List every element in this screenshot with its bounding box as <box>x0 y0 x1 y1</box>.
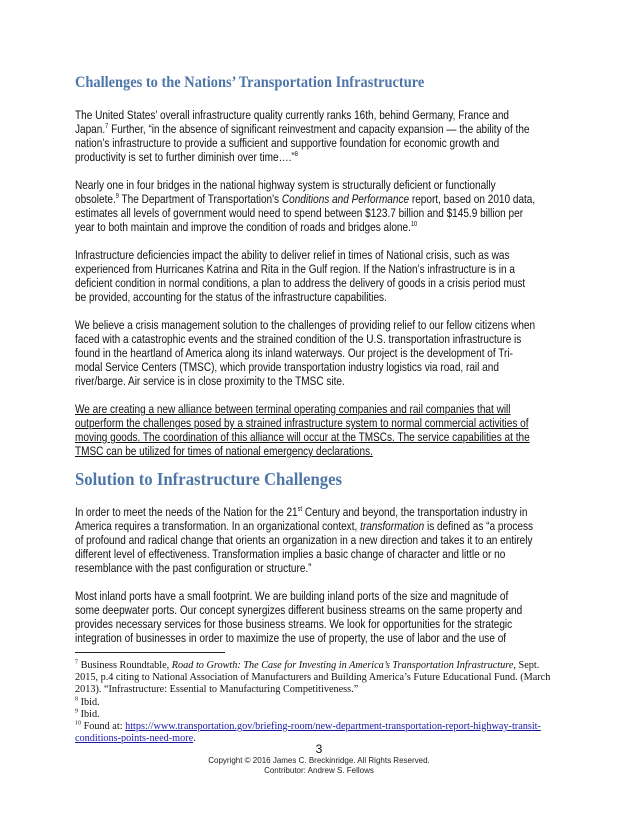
text-run: found in the heartland of America along its inland waterways. Our project is the development of Tri- <box>75 346 513 360</box>
text-line <box>75 374 535 388</box>
text-line <box>75 360 535 374</box>
text-line <box>75 617 533 631</box>
text-run: river/barge. Air service is in close proximity to the TMSC site. <box>75 374 345 388</box>
text-run: moving goods. The coordination of this alliance will occur at the TMSCs. The service capabilities at the <box>75 430 530 444</box>
text-line <box>75 150 535 164</box>
text-line <box>75 332 535 346</box>
footnote-block <box>75 659 586 744</box>
paragraph <box>75 248 638 304</box>
text-line <box>75 444 535 458</box>
text-run: TMSC can be utilized for times of national emergency declarations. <box>75 444 373 458</box>
footnote-ref: 7 <box>75 658 79 666</box>
text-line <box>75 603 533 617</box>
footnote-ref: 8 <box>75 694 79 702</box>
text-run: Road to Growth: The Case for Investing in America’s Transportation Infrastructure <box>171 659 514 671</box>
text-run: estimates all levels of government would need to spend between $123.7 billion and $145.9 billion per <box>75 206 524 220</box>
text-run: different level of effectiveness. Transformation implies a basic change of character and little or no <box>75 547 506 561</box>
text-line <box>75 720 550 732</box>
text-run: of profound and radical change that orients an organization in a new direction and takes it to an entirely <box>75 533 533 547</box>
text-line <box>75 708 550 720</box>
text-run: , Sept. <box>513 659 540 671</box>
text-run: faced with a catastrophic events and the strained condition of the U.S. transportation infrastructure is <box>75 332 522 346</box>
text-line <box>75 696 550 708</box>
footnote-ref: 10 <box>410 220 418 228</box>
section-heading-solution: Solution to Infrastructure Challenges <box>75 469 343 489</box>
text-line <box>75 561 533 575</box>
paragraph <box>75 505 638 575</box>
copyright-notice: Copyright © 2016 James C. Breckinridge. All Rights Reserved. <box>208 756 430 765</box>
text-line <box>75 505 533 519</box>
paragraph <box>75 402 638 458</box>
challenges-body <box>75 108 638 472</box>
text-run: provides necessary services for those business streams. We look for opportunities for the strategic <box>75 617 513 631</box>
footnote-link[interactable]: https://www.transportation.gov/briefing-room/new-department-transportation-report-highway-transit- <box>125 719 541 732</box>
text-line <box>75 346 535 360</box>
text-line <box>75 547 533 561</box>
text-run: year to both maintain and improve the condition of roads and bridges alone. <box>75 220 411 234</box>
text-run: Conditions and Performance <box>281 192 410 206</box>
footnote-separator <box>75 652 225 653</box>
footnote-ref: 9 <box>115 192 119 200</box>
text-run: Ibid. <box>78 695 100 708</box>
text-run: Business Roundtable, <box>78 659 172 671</box>
text-run: . <box>193 732 196 745</box>
text-line <box>75 683 550 695</box>
text-run: In order to meet the needs of the Nation for the 21 <box>75 505 298 519</box>
text-run: We believe a crisis management solution to the challenges of providing relief to our fellow citizens when <box>75 318 536 332</box>
solution-body <box>75 505 638 659</box>
paragraph <box>75 178 638 234</box>
text-line <box>75 108 535 122</box>
footnote-ref: 8 <box>294 150 298 158</box>
section-heading-challenges: Challenges to the Nations’ Transportation Infrastructure <box>75 74 425 91</box>
text-run: productivity is set to further diminish over time….” <box>75 150 295 164</box>
text-line <box>75 276 535 290</box>
text-line <box>75 220 535 234</box>
footnote-ref: 7 <box>105 122 109 130</box>
text-line <box>75 290 535 304</box>
text-run: Found at: <box>81 719 126 732</box>
text-line <box>75 416 535 430</box>
text-run: deficient condition in normal conditions, a plan to address the delivery of goods in a crisis period must <box>75 276 526 290</box>
text-line <box>75 178 535 192</box>
text-run: transformation <box>360 519 425 533</box>
text-line <box>75 589 533 603</box>
text-line <box>75 533 533 547</box>
text-line <box>75 430 535 444</box>
text-run: America requires a transformation. In an organizational context, <box>75 519 361 533</box>
text-run: Further, “in the absence of significant reinvestment and capacity expansion — the ability of the <box>108 122 530 136</box>
footnote-ref: 9 <box>75 707 79 715</box>
text-line <box>75 631 533 645</box>
text-run: Japan. <box>75 122 106 136</box>
text-line <box>75 122 535 136</box>
text-line <box>75 206 535 220</box>
text-line <box>75 262 535 276</box>
paragraph <box>75 318 638 388</box>
text-line <box>75 671 550 683</box>
text-run: 2015, p.4 citing to National Association of Manufacturers and Building America’s Future Educational Fund. (March <box>75 671 551 684</box>
page-footer <box>0 742 638 776</box>
text-line <box>75 402 535 416</box>
text-run: Most inland ports have a small footprint. We are building inland ports of the size and magnitude of <box>75 589 509 603</box>
text-run: obsolete. <box>75 192 116 206</box>
text-run: We are creating a new alliance between terminal operating companies and rail companies that will <box>75 402 511 416</box>
text-run: nation’s infrastructure to provide a sufficient and supportive foundation for economic growth and <box>75 136 500 150</box>
paragraph <box>75 589 638 645</box>
paragraph <box>75 108 638 164</box>
text-run: 2013). “Infrastructure: Essential to Manufacturing Competitiveness.” <box>75 683 359 696</box>
text-run: is defined as “a process <box>424 519 534 533</box>
text-run: Ibid. <box>78 707 100 720</box>
text-run: Nearly one in four bridges in the national highway system is structurally deficient or functionally <box>75 178 496 192</box>
text-line <box>75 318 535 332</box>
text-run: modal Service Centers (TMSC), which provide transportation industry logistics via road, rail and <box>75 360 499 374</box>
text-line <box>75 519 533 533</box>
text-run: integration of businesses in order to maximize the use of property, the use of labor and the use of <box>75 631 507 645</box>
text-run: outperform the challenges posed by a strained infrastructure system to normal commercial activities of <box>75 416 529 430</box>
footnote-ref: st <box>297 505 303 513</box>
text-line <box>75 248 535 262</box>
text-line <box>75 659 550 671</box>
text-line <box>75 192 535 206</box>
footnote-ref: 10 <box>75 719 82 727</box>
contributor-notice: Contributor: Andrew S. Fellows <box>264 766 374 775</box>
text-line <box>75 136 535 150</box>
text-run: Century and beyond, the transportation industry in <box>302 505 528 519</box>
text-run: report, based on 2010 data, <box>409 192 536 206</box>
page-number: 3 <box>315 742 323 756</box>
text-run: Infrastructure deficiencies impact the ability to deliver relief in times of National crisis, such as was <box>75 248 510 262</box>
text-run: resemblance with the past configuration or structure.” <box>75 561 312 575</box>
text-run: be provided, accounting for the status of the infrastructure capabilities. <box>75 290 387 304</box>
footnote-link[interactable]: conditions-points-need-more <box>75 732 194 745</box>
text-run: some deepwater ports. Our concept synergizes different business streams on the same property and <box>75 603 523 617</box>
text-run: experienced from Hurricanes Katrina and Rita in the Gulf region. If the Nation’s infrastructure is in a <box>75 262 515 276</box>
text-run: The Department of Transportation's <box>118 192 282 206</box>
text-run: The United States’ overall infrastructure quality currently ranks 16th, behind Germany, France and <box>75 108 510 122</box>
